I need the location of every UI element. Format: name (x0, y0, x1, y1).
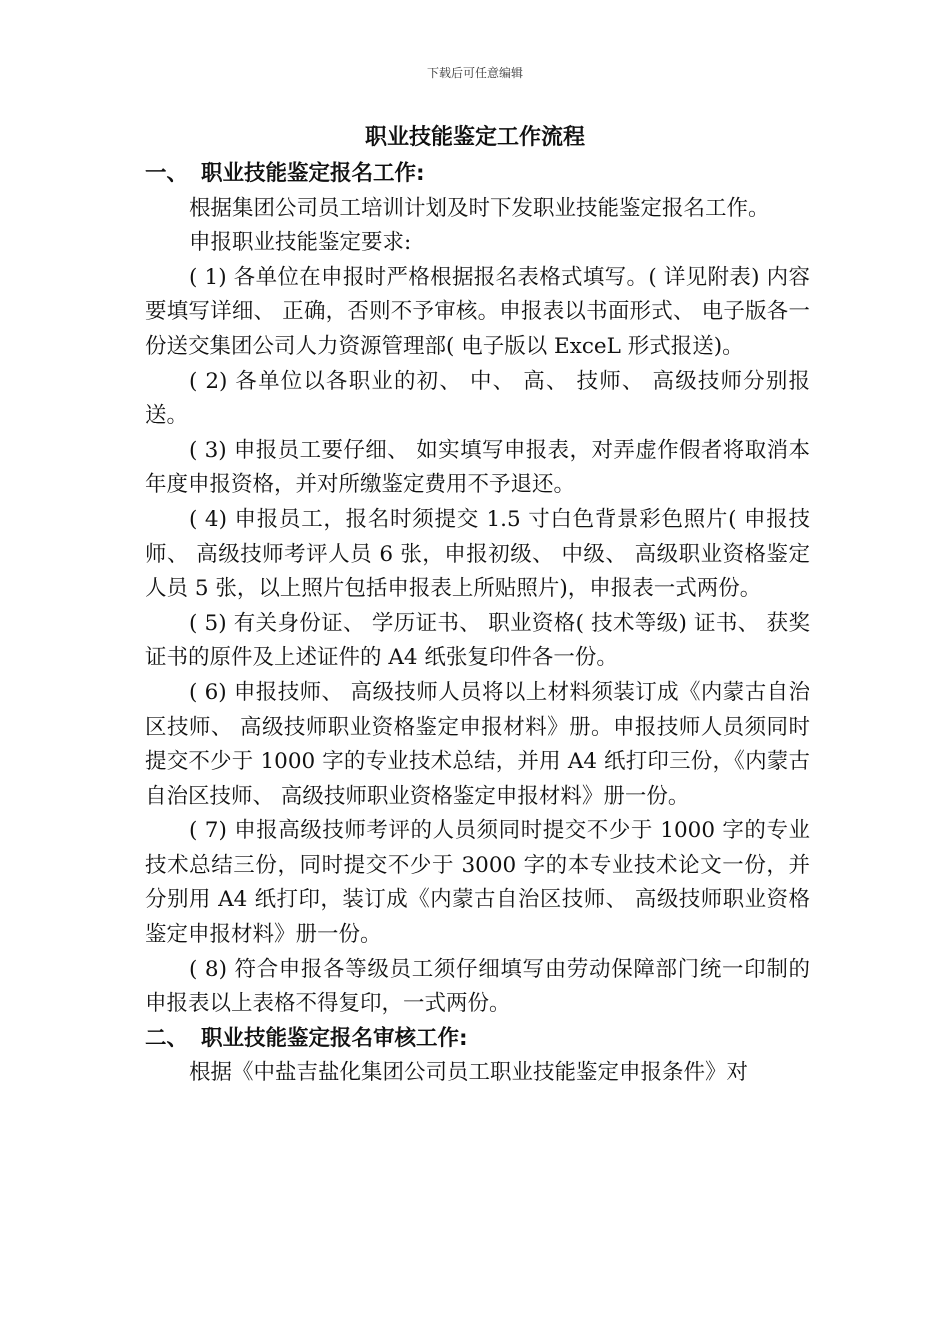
document-title: 职业技能鉴定工作流程 (364, 125, 585, 150)
requirement-item-3: ( 3) 申报员工要仔细、 如实填写申报表，对弄虚作假者将取消本年度申报资格，并对所缴鉴定费用不予退还。 (145, 437, 810, 498)
requirement-item-2: ( 2) 各单位以各职业的初、 中、 高、 技师、 高级技师分别报送。 (145, 368, 810, 429)
section-number-2: 二、 (145, 1025, 189, 1051)
header-note: 下载后可任意编辑 (426, 66, 523, 80)
requirement-item-5: ( 5) 有关身份证、 学历证书、 职业资格( 技术等级) 证书、 获奖证书的原件及上述证件的 A4 纸张复印件各一份。 (145, 610, 810, 671)
section-title-2: 职业技能鉴定报名审核工作: (201, 1025, 468, 1051)
requirement-item-7: ( 7) 申报高级技师考评的人员须同时提交不少于 1000 字的专业技术总结三份，同时提交不少于 3000 字的本专业技术论文一份，并分别用 A4 纸打印，装订成《内蒙古自治区技师、 高级技师职业资格鉴定申报材料》册一份。 (145, 818, 810, 948)
paragraph: 申报职业技能鉴定要求: (189, 230, 412, 256)
section-number-1: 一、 (145, 161, 189, 186)
paragraph: 根据《中盐吉盐化集团公司员工职业技能鉴定申报条件》对 (189, 1060, 749, 1086)
requirement-item-1: ( 1) 各单位在申报时严格根据报名表格式填写。( 详见附表) 内容要填写详细、 正确，否则不予审核。申报表以书面形式、 电子版各一份送交集团公司人力资源管理部( 电子版以 ExceL 形式报送)。 (145, 264, 810, 359)
section-title-1: 职业技能鉴定报名工作: (201, 161, 425, 186)
section-heading-1 (145, 157, 810, 192)
requirement-item-6: ( 6) 申报技师、 高级技师人员将以上材料须装订成《内蒙古自治区技师、 高级技师职业资格鉴定申报材料》册。申报技师人员须同时提交不少于 1000 字的专业技术总结，并用 A4 纸打印三份，《内蒙古自治区技师、 高级技师职业资格鉴定申报材料》册一份。 (145, 679, 810, 809)
document-body (145, 157, 810, 1091)
requirement-item-4: ( 4) 申报员工，报名时须提交 1.5 寸白色背景彩色照片( 申报技师、 高级技师考评人员 6 张，申报初级、 中级、 高级职业资格鉴定人员 5 张，以上照片包括申报表上所贴照片)，申报表一式两份。 (145, 506, 810, 602)
requirement-item-8: ( 8) 符合申报各等级员工须仔细填写由劳动保障部门统一印制的申报表以上表格不得复印，一式两份。 (145, 956, 810, 1017)
paragraph: 根据集团公司员工培训计划及时下发职业技能鉴定报名工作。 (189, 195, 770, 221)
section-heading-2 (145, 1022, 810, 1057)
